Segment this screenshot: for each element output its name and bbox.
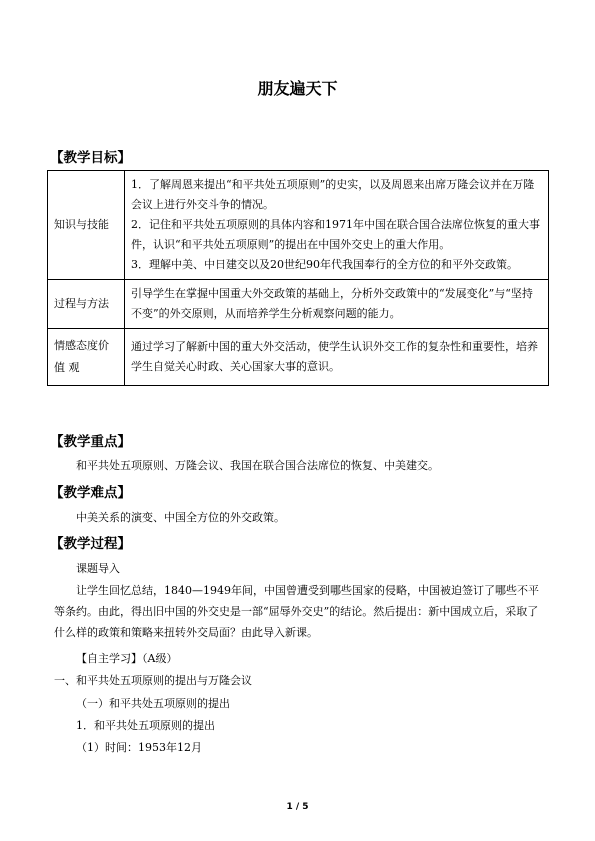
sub-one-heading: （一）和平共处五项原则的提出 — [76, 697, 230, 710]
goal-item: 通过学习了解新中国的重大外交活动，使学生认识外交工作的复杂性和重要性，培养学生自觉关心时政、关心国家大事的意识。 — [131, 340, 538, 373]
key-points-text: 和平共处五项原则、万隆会议、我国在联合国合法席位的恢复、中美建交。 — [76, 459, 439, 472]
row-label-knowledge: 知识与技能 — [48, 171, 125, 280]
table-row — [48, 280, 549, 329]
section-heading-goals: 【教学目标】 — [50, 150, 131, 166]
item-one-one: （1）时间：1953年12月 — [76, 741, 202, 754]
goal-item: 2．记住和平共处五项原则的具体内容和1971年中国在联合国合法席位恢复的重大事件，认识“和平共处五项原则”的提出在中国外交史上的重大作用。 — [131, 218, 540, 251]
section-heading-difficulties: 【教学难点】 — [50, 485, 131, 501]
goals-table — [47, 170, 549, 386]
row-label-attitude: 情感态度价值 观 — [48, 329, 125, 386]
difficulties-text: 中美关系的演变、中国全方位的外交政策。 — [76, 511, 285, 524]
table-row — [48, 171, 549, 280]
item-one: 1．和平共处五项原则的提出 — [76, 719, 215, 732]
section-heading-process: 【教学过程】 — [50, 536, 131, 552]
row-content-process — [125, 280, 549, 329]
goal-item: 3．理解中美、中日建交以及20世纪90年代我国奉行的全方位的和平外交政策。 — [131, 258, 518, 271]
row-content-attitude — [125, 329, 549, 386]
self-study-label: 【自主学习】（A级） — [76, 652, 178, 665]
page-number: 1 / 5 — [286, 802, 309, 812]
row-content-knowledge — [125, 171, 549, 280]
goal-item: 引导学生在掌握中国重大外交政策的基础上，分析外交政策中的“发展变化”与“坚持不变”的外交原则，从而培养学生分析观察问题的能力。 — [131, 287, 533, 320]
goal-item: 1．了解周恩来提出“和平共处五项原则”的史实，以及周恩来出席万隆会议并在万隆会议上进行外交斗争的情况。 — [131, 178, 535, 211]
intro-paragraph: 让学生回忆总结，1840—1949年间，中国曾遭受到哪些国家的侵略，中国被迫签订了哪些不平等条约。由此，得出旧中国的外交史是一部“屈辱外交史”的结论。然后提出：新中国成立后，采取了什么样的政策和策略来扭转外交局面？由此导入新课。 — [54, 584, 539, 639]
section-heading-key-points: 【教学重点】 — [50, 434, 131, 450]
table-row — [48, 329, 549, 386]
page-title: 朋友遍天下 — [257, 79, 338, 98]
intro-heading: 课题导入 — [76, 562, 120, 575]
part-one-heading: 一、和平共处五项原则的提出与万隆会议 — [54, 674, 252, 687]
row-label-process: 过程与方法 — [48, 280, 125, 329]
